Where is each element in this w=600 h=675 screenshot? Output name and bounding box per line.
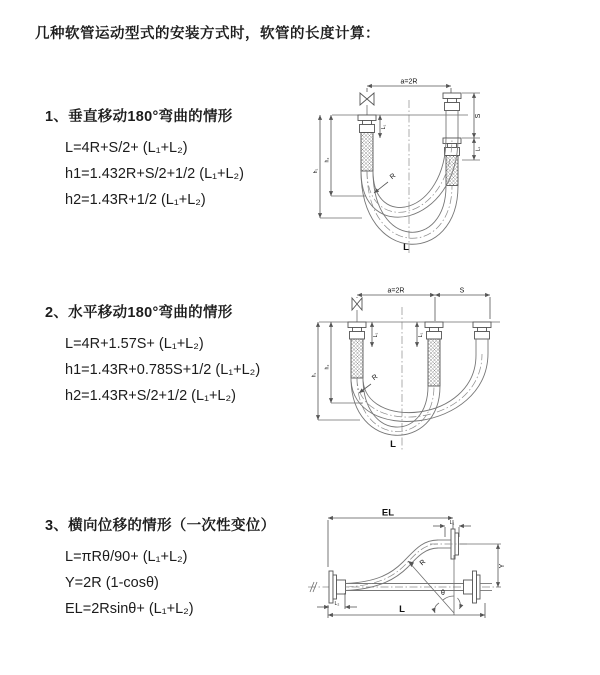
length-label: L xyxy=(390,439,396,450)
section-lateral-shift xyxy=(45,514,275,622)
dim-label-h-outer: h₁ xyxy=(311,372,318,378)
left-flange xyxy=(329,571,346,603)
dim-label-h-inner: h₂ xyxy=(324,364,331,370)
dim-label-width: a=2R xyxy=(400,78,418,86)
diagram-horizontal-180-bend xyxy=(305,283,570,458)
dim-label-el: EL xyxy=(381,507,395,519)
dim-label-l1: L₁ xyxy=(373,332,379,338)
dim-label-l1: L₁ xyxy=(475,146,482,152)
braided-hose xyxy=(428,339,440,386)
section-vertical-bend xyxy=(45,105,244,213)
left-fitting xyxy=(358,115,376,133)
dim-label-s: S xyxy=(475,113,482,119)
theta-label: θ xyxy=(441,590,445,597)
formula-line: L=4R+1.57S+ (L₁+L₂) xyxy=(65,336,204,352)
dim-label-width: a=2R xyxy=(387,287,405,295)
dim-label-l1: L₁ xyxy=(418,332,424,338)
formula-line: Y=2R (1-cosθ) xyxy=(65,575,159,591)
formula-line: L=4R+S/2+ (L₁+L₂) xyxy=(65,140,188,156)
section-horizontal-bend xyxy=(45,301,260,409)
dim-label-y: Y xyxy=(499,563,506,569)
section-2-formulas xyxy=(65,331,260,409)
valve-icon xyxy=(352,298,362,322)
right-fitting-upper xyxy=(443,93,461,138)
left-fitting xyxy=(348,322,366,339)
page-title: 几种软管运动型式的安装方式时，软管的长度计算： xyxy=(35,26,380,42)
dim-label-l1: L₁ xyxy=(381,124,387,130)
radius-construction xyxy=(408,555,460,615)
radius-label: R xyxy=(388,172,398,182)
section-3-heading: 3、横向位移的情形（一次性变位） xyxy=(45,518,276,534)
radius-label: R xyxy=(371,373,380,383)
braided-hose xyxy=(351,339,363,378)
length-label: L xyxy=(399,604,405,615)
hose-u-curves xyxy=(361,138,458,244)
length-label: L xyxy=(403,242,409,253)
radius-label: R xyxy=(418,558,428,568)
dim-label-s: S xyxy=(459,287,465,295)
formula-line: h1=1.432R+S/2+1/2 (L₁+L₂) xyxy=(65,166,245,182)
formula-line: L=πRθ/90+ (L₁+L₂) xyxy=(65,549,188,565)
section-2-heading: 2、水平移动180°弯曲的情形 xyxy=(45,305,233,321)
valve-icon xyxy=(360,93,374,115)
dim-label-l2: L₂ xyxy=(334,601,340,607)
section-1-heading: 1、垂直移动180°弯曲的情形 xyxy=(45,109,233,125)
formula-line: h1=1.43R+0.785S+1/2 (L₁+L₂) xyxy=(65,362,261,378)
hose-u-curves xyxy=(351,353,488,435)
middle-fitting xyxy=(425,322,443,339)
dim-label-l1: L₁ xyxy=(449,520,455,526)
section-1-formulas xyxy=(65,135,244,213)
diagram-lateral-displacement xyxy=(300,505,600,660)
formula-line: h2=1.43R+S/2+1/2 (L₁+L₂) xyxy=(65,388,236,404)
braided-hose xyxy=(361,133,373,172)
diagram-vertical-180-bend xyxy=(310,76,560,261)
formula-line: h2=1.43R+1/2 (L₁+L₂) xyxy=(65,192,206,208)
section-3-formulas xyxy=(65,544,275,622)
dim-label-h-outer: h₁ xyxy=(313,168,319,174)
formula-line: EL=2Rsinθ+ (L₁+L₂) xyxy=(65,601,194,617)
dim-label-h-inner: h₂ xyxy=(324,157,331,163)
right-fitting xyxy=(473,322,491,339)
